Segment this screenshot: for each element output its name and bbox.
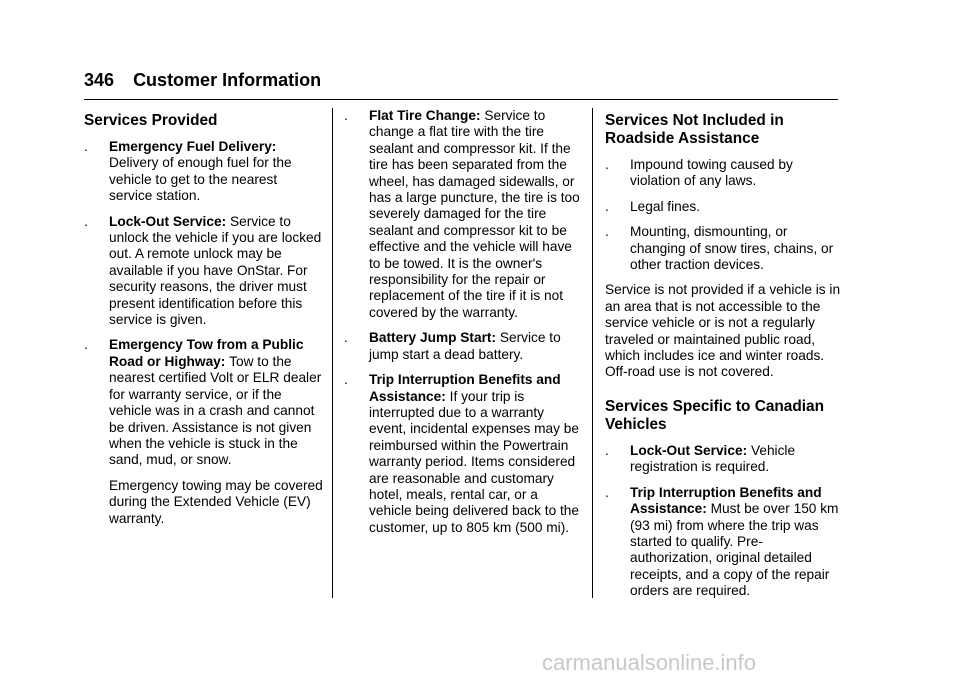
list-item xyxy=(605,157,845,190)
warranty-note: Emergency towing may be covered during the Extended Vehicle (EV) warranty. xyxy=(109,477,323,526)
column-1 xyxy=(84,108,324,536)
list-item xyxy=(605,485,845,600)
bullet-icon: . xyxy=(344,372,348,388)
bullet-icon: . xyxy=(605,198,609,214)
page-number: 346 xyxy=(84,70,115,90)
bullet-icon: . xyxy=(605,484,609,500)
item-text: Tow to the nearest certified Volt or ELR dealer for warranty service, or if the vehicle was in a crash and cannot be driven. Assistance is not given when the vehicle is stuck in the sand, mud, or snow. xyxy=(109,353,322,468)
column-3 xyxy=(605,108,845,609)
header-rule xyxy=(84,99,838,100)
item-term: Emergency Fuel Delivery: xyxy=(109,139,277,154)
list-item xyxy=(84,337,324,468)
section-heading-services-provided: Services Provided xyxy=(84,112,218,129)
item-text: Must be over 150 km (93 mi) from where the trip was started to qualify. Pre-authorization, original detailed receipts, and a copy of the repair orders are required. xyxy=(630,501,839,599)
item-term: Trip Interruption Benefits and Assistance: xyxy=(630,484,822,517)
item-term: Lock-Out Service: xyxy=(109,213,230,229)
watermark: carmanualsonline.info xyxy=(542,650,757,675)
bullet-icon: . xyxy=(84,139,88,154)
item-text: If your trip is interrupted due to a warranty event, incidental expenses may be reimbursed within the Powertrain warranty period. Items considered are reasonable and customary hotel, meals, rental car, or a vehicle being delivered back to the customer, up to 805 km (500 mi). xyxy=(369,388,580,535)
list-item xyxy=(344,372,584,536)
bullet-icon: . xyxy=(605,157,609,172)
not-included-list xyxy=(605,157,845,273)
page-header xyxy=(84,70,321,91)
list-item xyxy=(84,214,324,329)
canadian-services-list xyxy=(605,443,845,600)
section-heading-not-included: Services Not Included in Roadside Assistance xyxy=(605,112,784,147)
item-text: Service to change a flat tire with the tire sealant and compressor kit. If the tire has been separated from the wheel, has damaged sidewalls, or has a large puncture, the tire is too severely damaged for the tire sealant and compressor kit to be effective and the vehicle will have to be towed. It is the owner's responsibility for the repair or replacement of the tire if it is not covered by the warranty. xyxy=(369,108,580,320)
item-text: Service to jump start a dead battery. xyxy=(369,330,561,362)
bullet-icon: . xyxy=(605,224,609,240)
list-item xyxy=(605,224,845,273)
bullet-icon: . xyxy=(84,337,88,353)
bullet-icon: . xyxy=(84,213,88,229)
list-item xyxy=(84,139,324,205)
list-item xyxy=(344,330,584,363)
item-term: Lock-Out Service: xyxy=(630,442,751,458)
page-title: Customer Information xyxy=(133,70,322,90)
item-text: Impound towing caused by violation of any laws. xyxy=(630,157,793,189)
item-term: Battery Jump Start: xyxy=(369,330,500,346)
list-item xyxy=(344,108,584,321)
item-text: Mounting, dismounting, or changing of snow tires, chains, or other traction devices. xyxy=(630,224,834,273)
bullet-icon: . xyxy=(605,442,609,458)
service-not-provided-paragraph: Service is not provided if a vehicle is in an area that is not accessible to the service vehicle or is not a regularly traveled or maintained public road, which includes ice and winter roads. Off-road use is not covered. xyxy=(605,282,841,380)
services-list xyxy=(84,139,324,469)
bullet-icon: . xyxy=(344,330,348,346)
bullet-icon: . xyxy=(344,108,348,123)
section-heading-canadian-vehicles: Services Specific to Canadian Vehicles xyxy=(605,397,824,433)
services-list-continued xyxy=(344,108,584,536)
item-text: Delivery of enough fuel for the vehicle to get to the nearest service station. xyxy=(109,155,292,204)
column-divider xyxy=(332,108,333,598)
item-term: Trip Interruption Benefits and Assistance: xyxy=(369,372,561,404)
item-text: Service to unlock the vehicle if you are locked out. A remote unlock may be available if you have OnStar. For security reasons, the driver must present identification before this service is given. xyxy=(109,213,322,328)
column-2 xyxy=(344,108,584,545)
list-item xyxy=(605,443,845,476)
item-text: Vehicle registration is required. xyxy=(630,442,796,475)
list-item xyxy=(605,199,845,215)
item-term: Flat Tire Change: xyxy=(369,108,485,123)
item-text: Legal fines. xyxy=(630,198,701,214)
item-term: Emergency Tow from a Public Road or Highway: xyxy=(109,337,304,369)
column-divider xyxy=(592,108,593,598)
